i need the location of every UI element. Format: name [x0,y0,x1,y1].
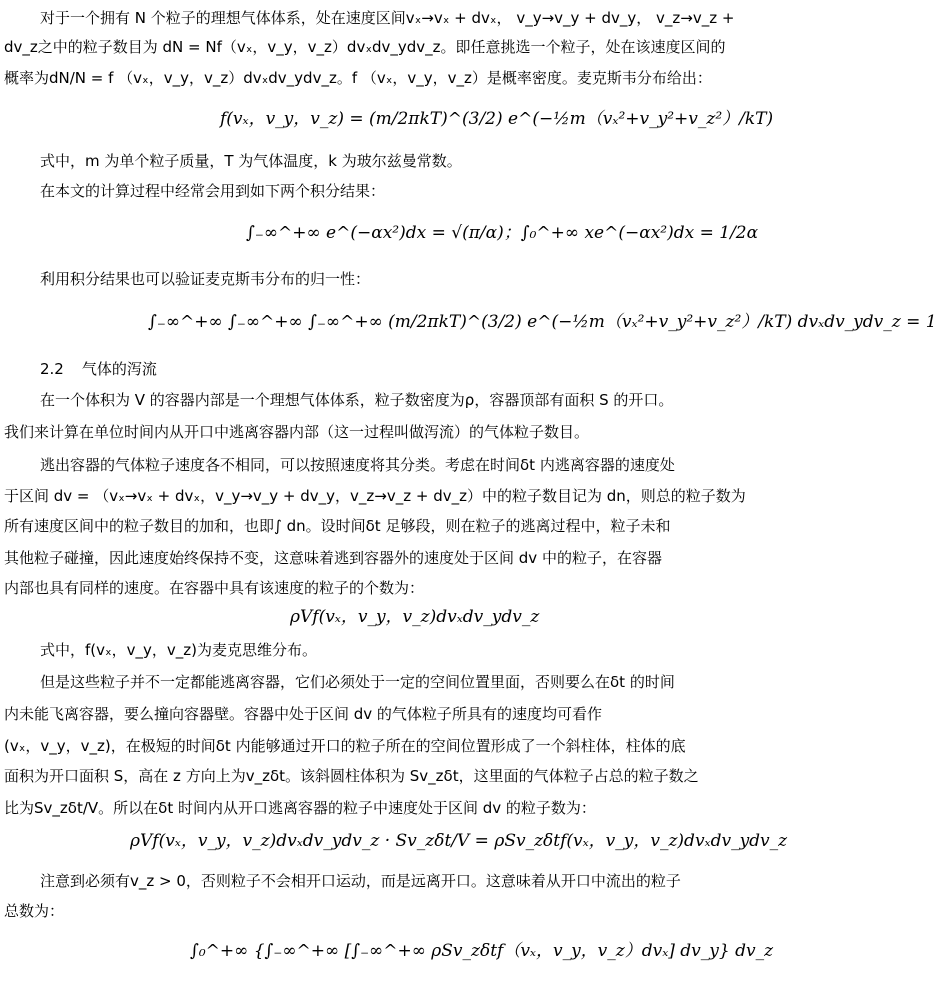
paragraph-line: 比为Sv_zδt/V。所以在δt 时间内从开口逃离容器的粒子中速度处于区间 dv 的粒子数为： [4,799,596,817]
paragraph-line: 概率为dN/N = f （vₓ，v_y，v_z）dvₓdv_ydv_z。f （vₓ，v_y，v_z）是概率密度。麦克斯韦分布给出： [4,69,712,87]
paragraph-line: 内未能飞离容器，要么撞向容器壁。容器中处于区间 dv 的气体粒子所具有的速度均可看作 [4,705,602,723]
section-title: 气体的泻流 [81,360,157,378]
normalization-equation: ∫₋∞^+∞ ∫₋∞^+∞ ∫₋∞^+∞ (m/2πkT)^(3/2) e^(−½m（vₓ²+v_y²+v_z²）/kT) dvₓdv_ydv_z = 1 [148,312,937,332]
paragraph-line: 我们来计算在单位时间内从开口中逃离容器内部（这一过程叫做泻流）的气体粒子数目。 [4,423,590,441]
paragraph-line: 所有速度区间中的粒子数目的加和，也即∫ dn。设时间δt 足够段，则在粒子的逃离过程中，粒子未和 [4,517,671,535]
maxwell-distribution-equation: f(vₓ，v_y，v_z) = (m/2πkT)^(3/2) e^(−½m（vₓ²+v_y²+v_z²）/kT) [220,109,774,129]
section-number: 2.2 [40,360,64,378]
paragraph-line: 式中，m 为单个粒子质量，T 为气体温度，k 为玻尔兹曼常数。 [40,152,462,170]
paragraph-line: 利用积分结果也可以验证麦克斯韦分布的归一性： [40,270,371,288]
gaussian-integrals-equation: ∫₋∞^+∞ e^(−αx²)dx = √(π/α)；∫₀^+∞ xe^(−αx²)dx = 1/2α [246,223,759,243]
paragraph-line: 总数为： [4,902,65,920]
paragraph-line: 面积为开口面积 S，高在 z 方向上为v_zδt。该斜圆柱体积为 Sv_zδt，这里面的气体粒子占总的粒子数之 [4,767,699,785]
paragraph-line: 内部也具有同样的速度。在容器中具有该速度的粒子的个数为： [4,579,425,597]
paragraph-line: 其他粒子碰撞，因此速度始终保持不变，这意味着逃到容器外的速度处于区间 dv 中的粒子，在容器 [4,549,662,567]
paragraph-line: 于区间 dv = （vₓ→vₓ + dvₓ，v_y→v_y + dv_y，v_z→v_z + dv_z）中的粒子数目记为 dn，则总的粒子数为 [4,487,746,505]
paragraph-line: (vₓ，v_y，v_z)，在极短的时间δt 内能够通过开口的粒子所在的空间位置形成了一个斜柱体，柱体的底 [4,737,686,755]
total-escape-integral-equation: ∫₀^+∞ {∫₋∞^+∞ [∫₋∞^+∞ ρSv_zδtf（vₓ，v_y，v_z）dvₓ] dv_y} dv_z [190,941,774,961]
paragraph-line: 对于一个拥有 N 个粒子的理想气体体系，处在速度区间vₓ→vₓ + dvₓ， v_y→v_y + dv_y， v_z→v_z + [40,9,735,27]
section-heading [40,359,157,379]
paragraph-line: 注意到必须有v_z > 0，否则粒子不会相开口运动，而是远离开口。这意味着从开口中流出的粒子 [40,872,681,890]
escape-count-equation: ρVf(vₓ，v_y，v_z)dvₓdv_ydv_z · Sv_zδt/V = ρSv_zδtf(vₓ，v_y，v_z)dvₓdv_ydv_z [130,831,788,851]
particle-count-equation: ρVf(vₓ，v_y，v_z)dvₓdv_ydv_z [290,607,540,627]
paragraph-line: dv_z之中的粒子数目为 dN = Nf（vₓ，v_y，v_z）dvₓdv_ydv_z。即任意挑选一个粒子，处在该速度区间的 [4,38,726,56]
paragraph-line: 但是这些粒子并不一定都能逃离容器，它们必须处于一定的空间位置里面，否则要么在δt 的时间 [40,673,675,691]
paragraph-line: 式中，f(vₓ，v_y，v_z)为麦克思维分布。 [40,641,318,659]
paragraph-line: 在一个体积为 V 的容器内部是一个理想气体体系，粒子数密度为ρ，容器顶部有面积 S 的开口。 [40,391,674,409]
paragraph-line: 逃出容器的气体粒子速度各不相同，可以按照速度将其分类。考虑在时间δt 内逃离容器的速度处 [40,456,675,474]
paragraph-line: 在本文的计算过程中经常会用到如下两个积分结果： [40,182,386,200]
